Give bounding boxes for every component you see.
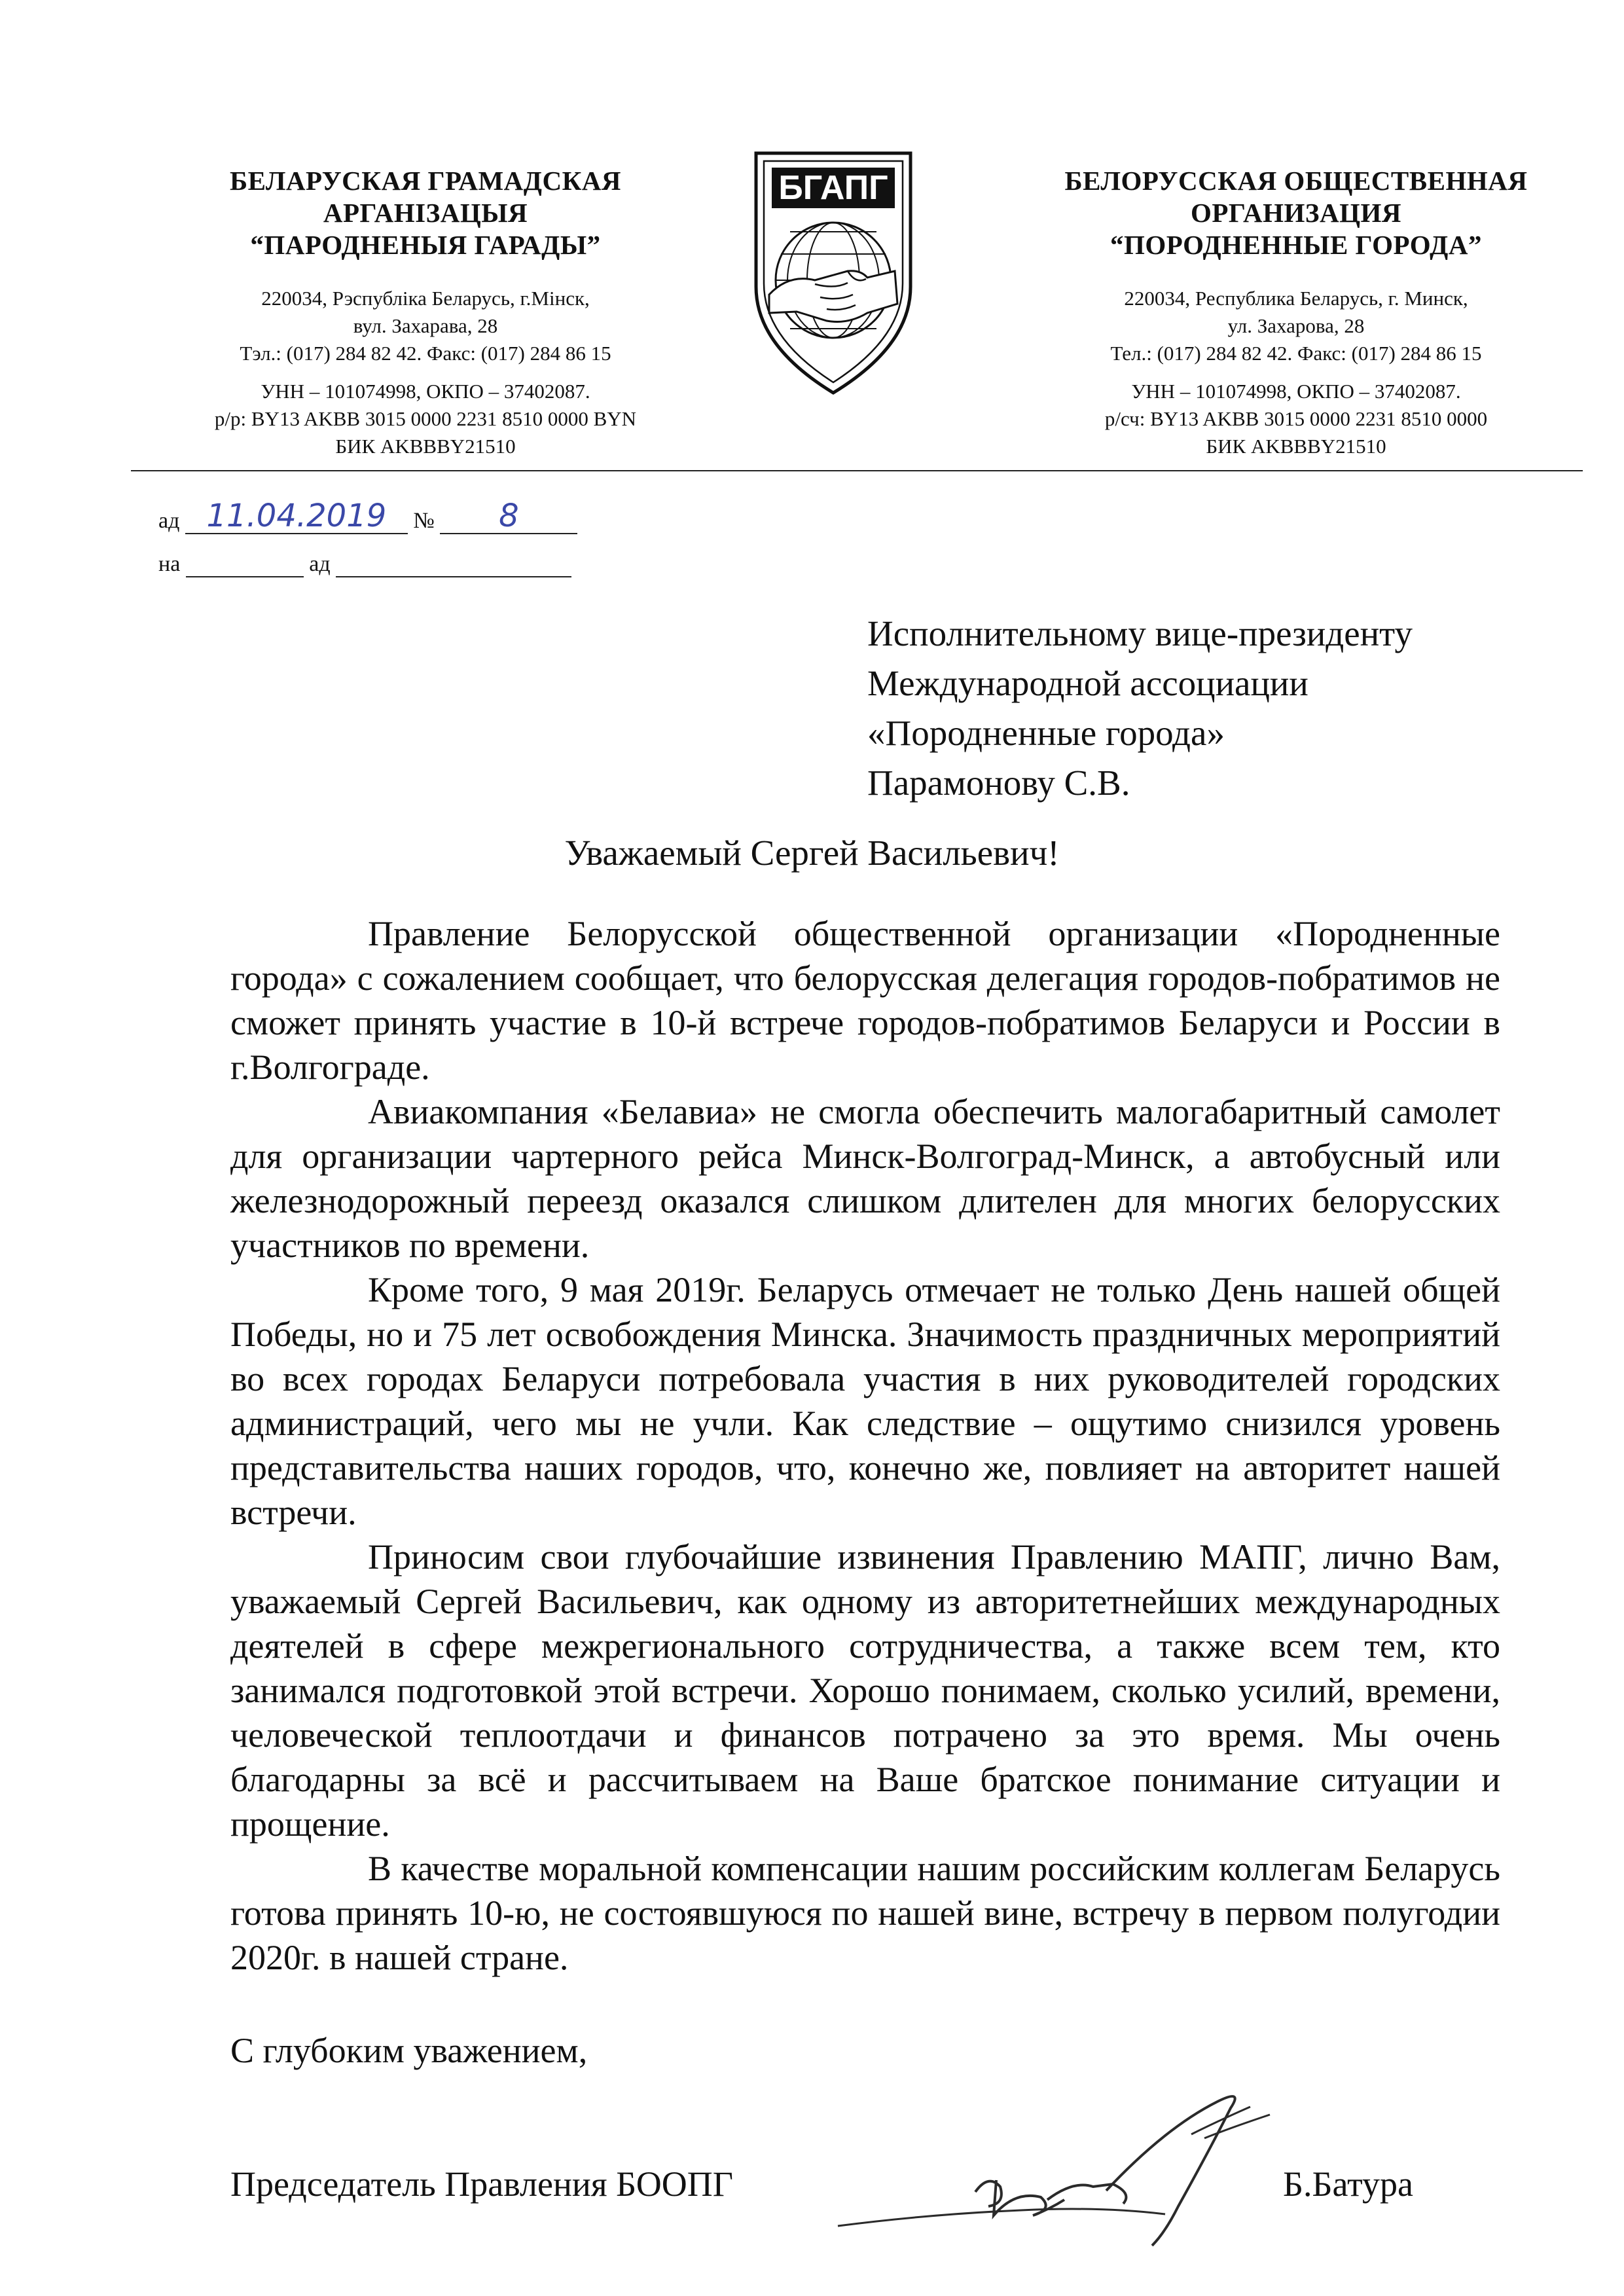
from-label: ад (158, 509, 180, 533)
org-name-by-line-1: БЕЛАРУСКАЯ ГРАМАДСКАЯ (229, 166, 622, 196)
from-label-2: ад (309, 552, 331, 576)
handshake-globe-shield-icon (749, 149, 917, 398)
addressee-block (867, 609, 1555, 808)
signer-name: Б.Батура (1283, 2164, 1413, 2204)
addressee-line-3: «Породненные города» (867, 713, 1225, 753)
closing: С глубоким уважением, (230, 2031, 588, 2070)
address-ru-line-2: ул. Захарова, 28 (1227, 314, 1365, 337)
on-number-field (186, 555, 304, 577)
header-divider (131, 470, 1583, 471)
bank-by-line-1: УНН – 101074998, ОКПО – 37402087. (261, 380, 590, 403)
address-by-line-3: Тэл.: (017) 284 82 42. Факс: (017) 284 86 15 (240, 342, 611, 365)
address-by-line-2: вул. Захарава, 28 (353, 314, 498, 337)
organization-logo (749, 149, 917, 398)
bank-ru-line-3: БИК AKBBBY21510 (1206, 435, 1386, 458)
number-label: № (413, 509, 435, 533)
reference-line-2 (158, 551, 571, 577)
salutation: Уважаемый Сергей Васильевич! (564, 833, 1060, 873)
signature-icon (825, 2075, 1322, 2259)
header-left-org (134, 165, 717, 460)
bank-ru-line-2: р/сч: BY13 AKBB 3015 0000 2231 8510 0000 (1104, 407, 1488, 430)
number-value: 8 (499, 498, 519, 534)
reference-line-1 (158, 498, 577, 534)
on-label: на (158, 552, 181, 576)
date-field (185, 498, 408, 534)
body-paragraph-3: Кроме того, 9 мая 2019г. Беларусь отмечает не только День нашей общей Победы, но и 75 лет освобождения Минска. Значимость праздничных мероприятий во всех городах Беларуси потребовала участия в них руководителей городских администраций, чего мы не учли. Как следствие – ощутимо снизился уровень представительства наших городов, что, конечно же, повлияет на авторитет нашей встречи. (230, 1270, 1500, 1532)
body-paragraph-2: Авиакомпания «Белавиа» не смогла обеспечить малогабаритный самолет для организации чартерного рейса Минск-Волгоград-Минск, а автобусный или железнодорожный переезд оказался слишком длителен для многих белорусских участников по времени. (230, 1092, 1500, 1265)
org-name-ru-line-1: БЕЛОРУССКАЯ ОБЩЕСТВЕННАЯ (1064, 166, 1528, 196)
bank-ru-line-1: УНН – 101074998, ОКПО – 37402087. (1131, 380, 1461, 403)
letter-body (230, 911, 1500, 1980)
body-paragraph-4: Приносим свои глубочайшие извинения Правлению МАПГ, лично Вам, уважаемый Сергей Васильевич, как одному из авторитетнейших международных деятелей в сфере межрегионального сотрудничества, а также всем тем, кто занимался подготовкой этой встречи. Хорошо понимаем, сколько усилий, времени, человеческой теплоотдачи и финансов потрачено за это время. Мы очень благодарны за всё и рассчитываем на Ваше братское понимание ситуации и прощение. (230, 1537, 1500, 1844)
body-paragraph-5: В качестве моральной компенсации нашим российским коллегам Беларусь готова принять 10-ю, не состоявшуюся по нашей вине, встречу в первом полугодии 2020г. в нашей стране. (230, 1849, 1500, 1977)
org-name-ru-line-3: “ПОРОДНЕННЫЕ ГОРОДА” (1110, 230, 1482, 260)
number-field (440, 498, 577, 534)
addressee-line-4: Парамонову С.В. (867, 763, 1130, 803)
logo-text: БГАПГ (778, 169, 888, 207)
org-name-by-line-2: АРГАНІЗАЦЫЯ (323, 198, 528, 228)
signer-title: Председатель Правления БООПГ (230, 2164, 733, 2204)
addressee-line-1: Исполнительному вице-президенту (867, 613, 1413, 653)
address-ru-line-1: 220034, Республика Беларусь, г. Минск, (1124, 287, 1468, 310)
header-right-org (1005, 165, 1587, 460)
address-ru-line-3: Тел.: (017) 284 82 42. Факс: (017) 284 86 15 (1110, 342, 1482, 365)
addressee-line-2: Международной ассоциации (867, 663, 1308, 703)
bank-by-line-3: БИК AKBBBY21510 (335, 435, 516, 458)
address-by-line-1: 220034, Рэспубліка Беларусь, г.Мінск, (261, 287, 590, 310)
body-paragraph-1: Правление Белорусской общественной организации «Породненные города» с сожалением сообщает, что белорусская делегация городов-побратимов не сможет принять участие в 10-й встрече городов-побратимов Беларуси и России в г.Волгограде. (230, 914, 1500, 1087)
org-name-ru-line-2: ОРГАНИЗАЦИЯ (1190, 198, 1402, 228)
signature (825, 2075, 1322, 2259)
on-date-field (336, 555, 571, 577)
org-name-by-line-3: “ПАРОДНЕНЫЯ ГАРАДЫ” (250, 230, 601, 260)
bank-by-line-2: р/р: BY13 AKBB 3015 0000 2231 8510 0000 BYN (214, 407, 637, 430)
date-value: 11.04.2019 (206, 498, 387, 534)
